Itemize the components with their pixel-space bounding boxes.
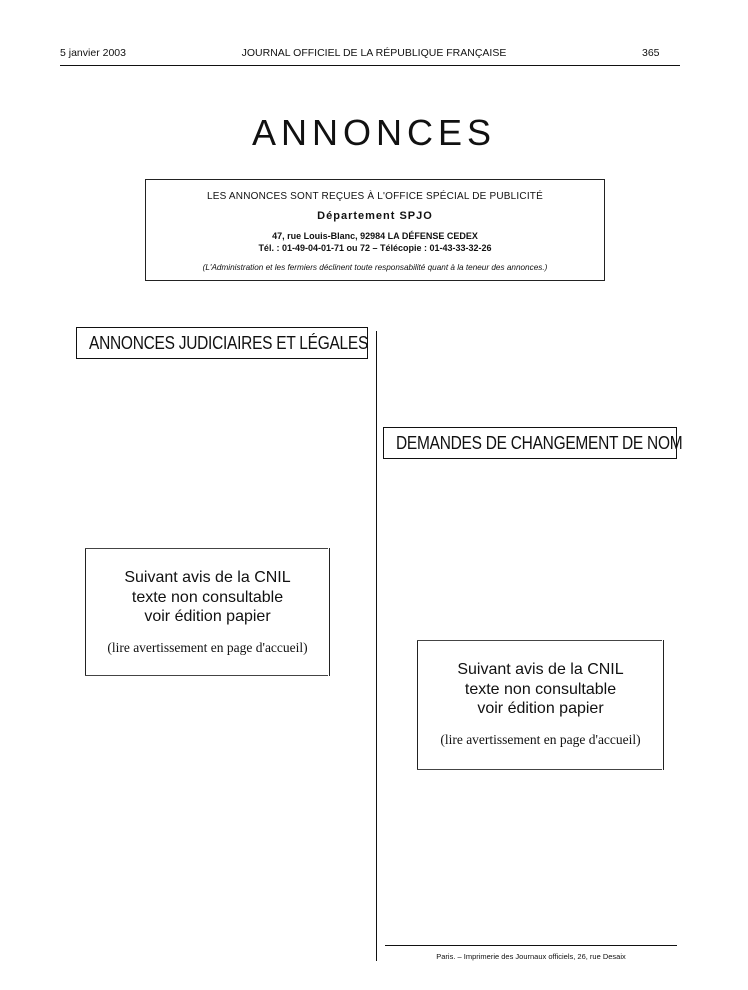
notice-department: Département SPJO — [317, 210, 433, 222]
cnil-line-3: voir édition papier — [144, 608, 271, 625]
cnil-warning: (lire avertissement en page d'accueil) — [440, 732, 641, 747]
column-divider — [376, 331, 377, 961]
cnil-line-3: voir édition papier — [477, 700, 604, 717]
header-date: 5 janvier 2003 — [60, 47, 126, 59]
page-title: ANNONCES — [251, 112, 497, 153]
notice-intro: LES ANNONCES SONT REÇUES À L'OFFICE SPÉCIAL DE PUBLICITÉ — [207, 191, 543, 202]
cnil-line-1: Suivant avis de la CNIL — [124, 569, 291, 586]
notice-disclaimer: (L'Administration et les fermiers déclinent toute responsabilité quant à la teneur des annonces.) — [202, 263, 548, 272]
box-bottom-rule — [85, 675, 328, 676]
cnil-warning: (lire avertissement en page d'accueil) — [107, 640, 308, 655]
cnil-line-2: texte non consultable — [464, 681, 617, 698]
cnil-notice-box-left — [85, 548, 330, 676]
footer-imprint: Paris. – Imprimerie des Journaux officiels, 26, rue Desaix — [436, 952, 626, 961]
cnil-line-2: texte non consultable — [131, 589, 284, 606]
section-heading-label: DEMANDES DE CHANGEMENT DE NOM — [396, 433, 683, 453]
section-heading-judicial-notices — [76, 327, 368, 359]
header-journal-title: JOURNAL OFFICIEL DE LA RÉPUBLIQUE FRANÇAISE — [241, 47, 507, 59]
section-heading-label: ANNONCES JUDICIAIRES ET LÉGALES — [89, 333, 369, 353]
box-bottom-rule — [417, 769, 662, 770]
publicity-notice-box — [145, 179, 605, 281]
section-heading-name-change — [383, 427, 683, 459]
box-top-rule — [417, 640, 662, 641]
header-rule — [60, 65, 680, 66]
cnil-notice-box-right — [417, 640, 664, 770]
footer-rule — [385, 945, 677, 946]
notice-address: 47, rue Louis-Blanc, 92984 LA DÉFENSE CEDEX — [272, 231, 478, 241]
notice-phone: Tél. : 01-49-04-01-71 ou 72 – Télécopie : 01-43-33-32-26 — [258, 243, 492, 253]
box-top-rule — [85, 548, 328, 549]
header-page-number: 365 — [642, 47, 660, 59]
cnil-line-1: Suivant avis de la CNIL — [457, 661, 624, 678]
